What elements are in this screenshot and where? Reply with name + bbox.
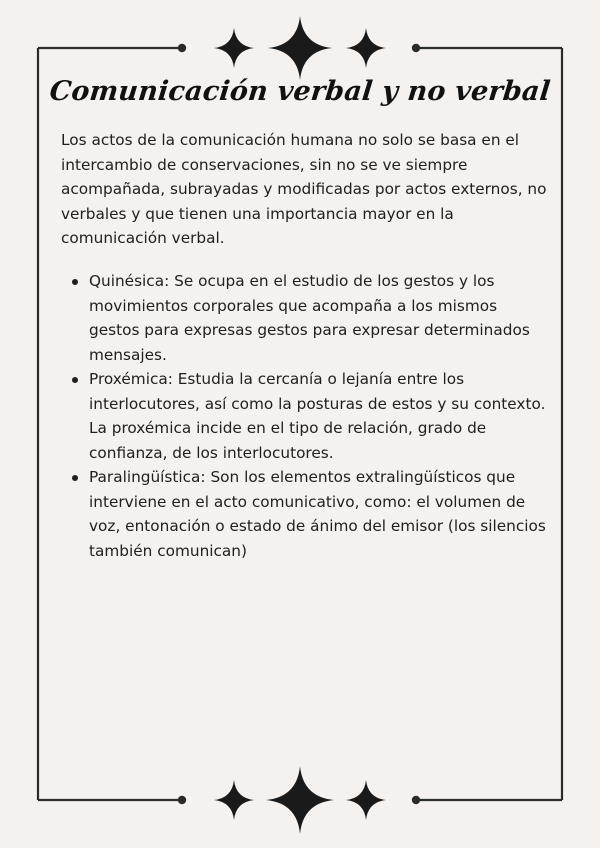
sparkle-icon [346, 780, 386, 820]
list-item-text: Paralingüística: Son los elementos extralingüísticos que interviene en el acto comunicativo, como: el volumen de voz, entonación o estado de ánimo del emisor (los silencios también comunican) [89, 468, 546, 560]
list-item [61, 367, 551, 465]
sparkle-icon [268, 16, 332, 80]
page-title: Comunicación verbal y no verbal [48, 76, 552, 107]
sparkle-icon [214, 780, 254, 820]
list-item-text: Quinésica: Se ocupa en el estudio de los gestos y los movimientos corporales que acompaña a los mismos gestos para expresas gestos para expresar determinados mensajes. [89, 272, 530, 364]
sparkle-icon [266, 766, 334, 834]
frame-dot-top-right [412, 44, 420, 52]
list-item-text: Proxémica: Estudia la cercanía o lejanía entre los interlocutores, así como la posturas de estos y su contexto. La proxémica incide en el tipo de relación, grado de confianza, de los interlocutores. [89, 370, 546, 462]
frame-dot-bottom-left [178, 796, 186, 804]
bullet-dot-icon [72, 475, 78, 481]
bullet-dot-icon [72, 377, 78, 383]
sparkle-icon [346, 28, 386, 68]
frame-dot-bottom-right [412, 796, 420, 804]
sparkle-icon [214, 28, 254, 68]
frame-dot-top-left [178, 44, 186, 52]
bullet-dot-icon [72, 279, 78, 285]
intro-paragraph: Los actos de la comunicación humana no solo se basa en el intercambio de conservaciones, sin no se ve siempre acompañada, subrayadas y modificadas por actos externos, no verbales y que tienen una importancia mayor en la comunicación verbal. [61, 131, 547, 247]
bullet-list [61, 269, 551, 563]
list-item [61, 465, 551, 563]
list-item [61, 269, 551, 367]
